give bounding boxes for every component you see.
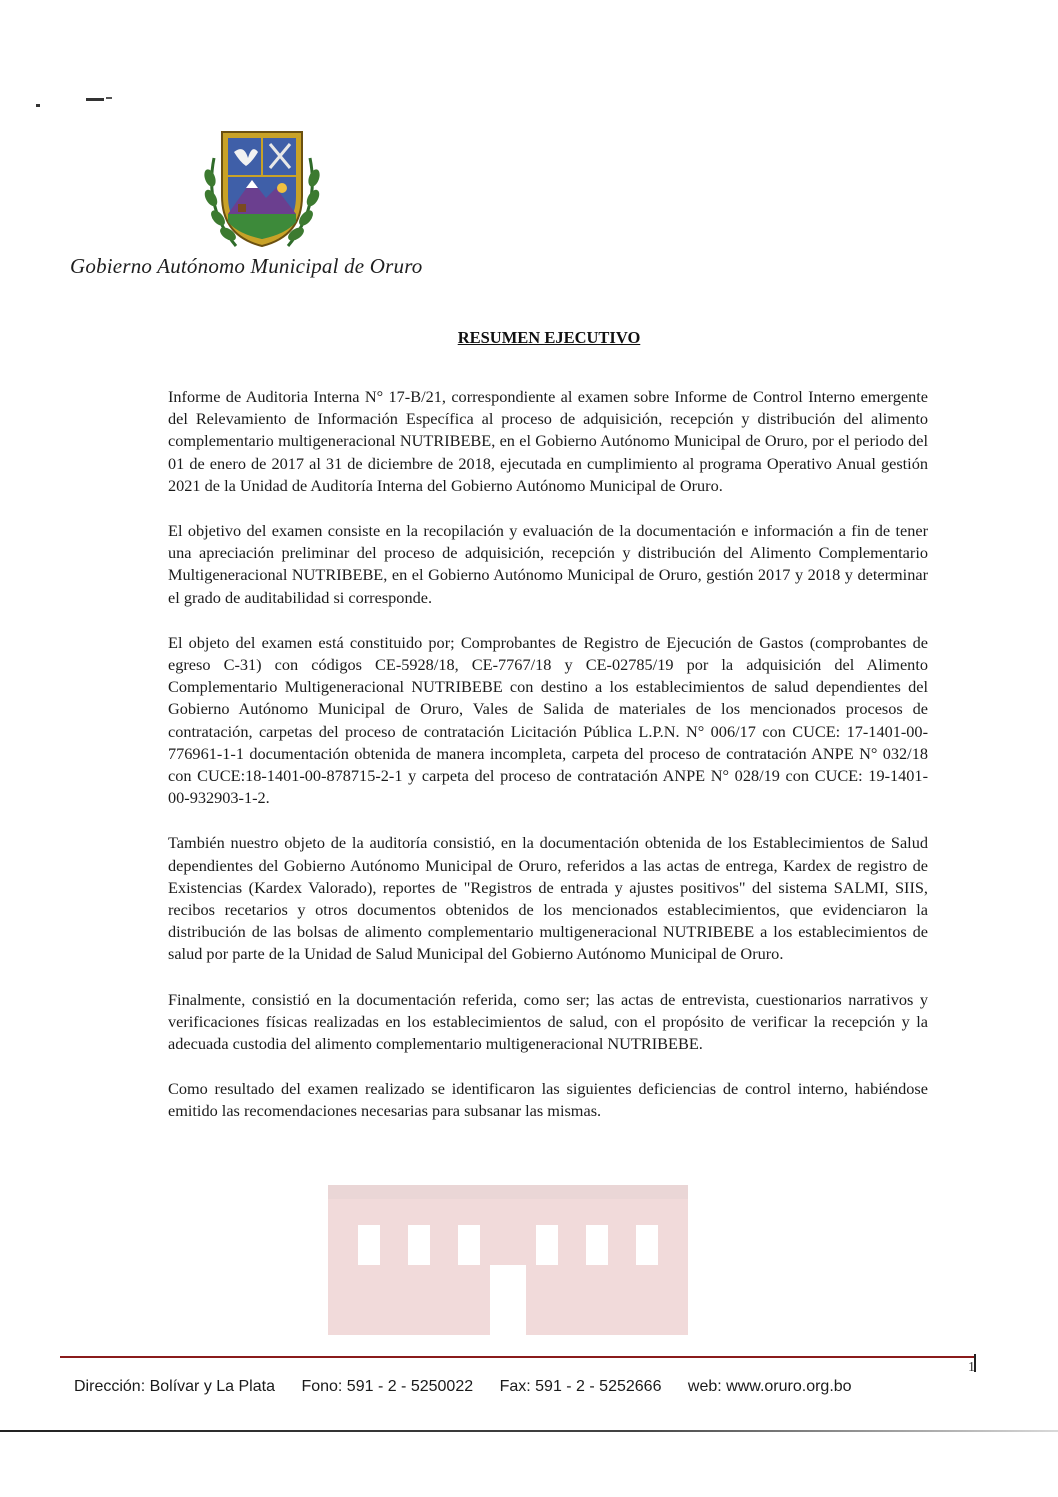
footer-divider <box>60 1356 976 1358</box>
municipal-building-watermark <box>318 1165 698 1335</box>
paragraph: Finalmente, consistió en la documentación referida, como ser; las actas de entrevista, cuestionarios narrativos y verificaciones físicas realizadas en los establecimientos de salud, con el propósito de verificar la recepción y la adecuada custodia del alimento complementario multigeneracional NUTRIBEBE. <box>168 989 928 1054</box>
footer-contact <box>74 1378 974 1396</box>
document-title: RESUMEN EJECUTIVO <box>457 328 641 347</box>
footer-web: web: www.oruro.org.bo <box>687 1378 852 1395</box>
paragraph: También nuestro objeto de la auditoría consistió, en la documentación obtenida de los Establecimientos de Salud dependientes del Gobierno Autónomo Municipal de Oruro, referidos a las actas de entrega, Kardex de registro de Existencias (Kardex Valorado), reportes de "Registros de entrada y ajustes positivos" del sistema SALMI, SIIS, recibos recetarios y otros documentos obtenidos de los mencionados establecimientos, que evidenciaron la distribución de las bolsas de alimento complementario multigeneracional NUTRIBEBE a los establecimientos de salud por parte de la Unidad de Salud Municipal del Gobierno Autónomo Municipal de Oruro. <box>168 833 928 964</box>
page-number: 1 <box>968 1360 975 1375</box>
page-bottom-border <box>0 1430 1058 1432</box>
paragraph: Como resultado del examen realizado se identificaron las siguientes deficiencias de control interno, habiéndose emitido las recomendaciones necesarias para subsanar las mismas. <box>168 1079 928 1121</box>
coat-of-arms-icon <box>196 118 328 258</box>
paragraph: Informe de Auditoria Interna N° 17-B/21, correspondiente al examen sobre Informe de Control Interno emergente del Relevamiento de Información Específica al proceso de adquisición, recepción y distribución del alimento complementario multigeneracional NUTRIBEBE, en el Gobierno Autónomo Municipal de Oruro, por el periodo del 01 de enero de 2017 al 31 de diciembre de 2018, ejecutada en cumplimiento al programa Operativo Anual gestión 2021 de la Unidad de Auditoría Interna del Gobierno Autónomo Municipal de Oruro. <box>168 387 928 495</box>
paragraph: El objeto del examen está constituido por; Comprobantes de Registro de Ejecución de Gastos (comprobantes de egreso C-31) con códigos CE-5928/18, CE-7767/18 y CE-02785/19 por la adquisición del Alimento Complementario Multigeneracional NUTRIBEBE con destino a los establecimientos de salud dependientes del Gobierno Autónomo Municipal de Oruro, Vales de Salida de materiales de los mencionados procesos de contratación, carpetas del proceso de contratación Licitación Pública L.P.N. N° 006/17 con CUCE: 17-1401-00-776961-1-1 documentación obtenida de manera incompleta, carpeta del proceso de contratación ANPE N° 032/18 con CUCE:18-1401-00-878715-2-1 y carpeta del proceso de contratación ANPE N° 028/19 con CUCE: 19-1401-00-932903-1-2. <box>168 632 928 808</box>
document-body <box>168 386 928 1146</box>
scan-artifact-mark <box>34 96 124 108</box>
footer-address: Dirección: Bolívar y La Plata <box>74 1378 275 1395</box>
footer-fax: Fax: 591 - 2 - 5252666 <box>499 1378 662 1395</box>
organization-name: Gobierno Autónomo Municipal de Oruro <box>70 254 423 278</box>
footer-phone: Fono: 591 - 2 - 5250022 <box>301 1378 474 1395</box>
paragraph: El objetivo del examen consiste en la recopilación y evaluación de la documentación e información a fin de tener una apreciación preliminar del proceso de adquisición, recepción y distribución del Alimento Complementario Multigeneracional NUTRIBEBE, en el Gobierno Autónomo Municipal de Oruro, gestión 2017 y 2018 y determinar el grado de auditabilidad si corresponde. <box>168 521 928 607</box>
